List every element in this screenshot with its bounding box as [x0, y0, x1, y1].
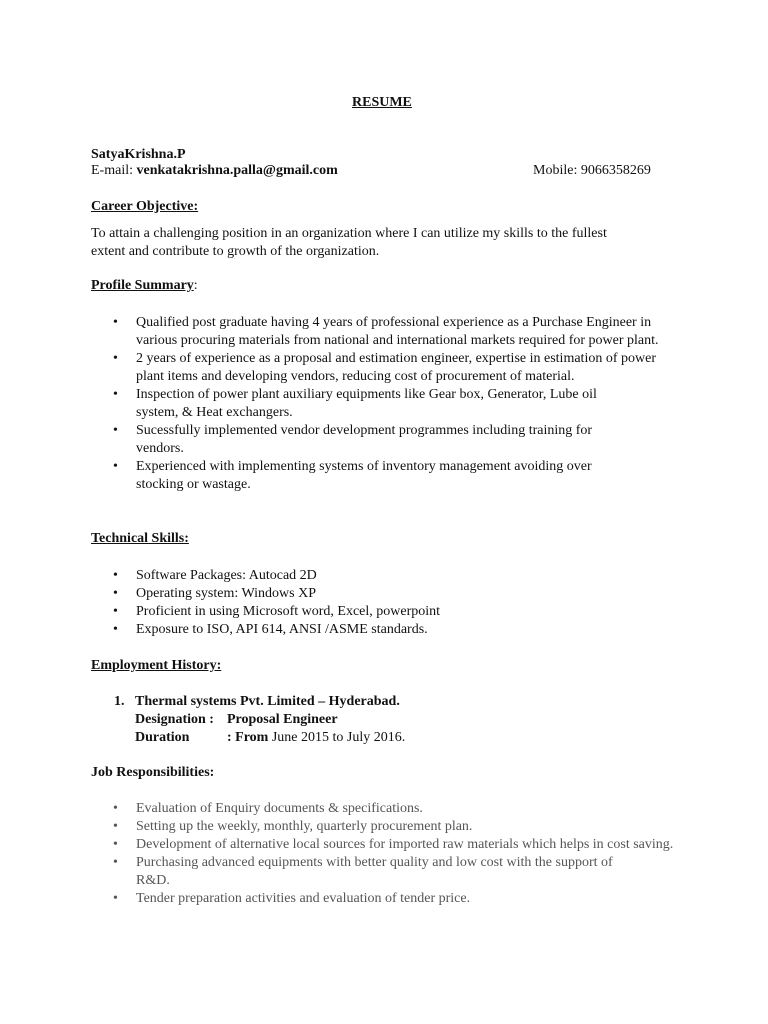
- email-label: E-mail:: [91, 163, 133, 178]
- technical-skills-heading: Technical Skills:: [91, 531, 189, 546]
- duration-row: [114, 729, 405, 747]
- designation-row: [114, 711, 405, 729]
- company-name: Thermal systems Pvt. Limited – Hyderabad.: [135, 694, 400, 709]
- profile-summary-list: [91, 314, 681, 494]
- duration-label: Duration: [135, 730, 190, 745]
- duration-from-label: : From: [227, 730, 269, 745]
- list-item: • Development of alternative local sources for imported raw materials which helps in cost saving.: [91, 836, 681, 854]
- list-item: • 2 years of experience as a proposal and estimation engineer, expertise in estimation of power plant items and developing vendors, reducing cost of procurement of material.: [91, 350, 681, 386]
- career-objective-text: [91, 225, 661, 261]
- career-objective-heading: Career Objective:: [91, 199, 199, 214]
- list-item: • Qualified post graduate having 4 years of professional experience as a Purchase Engineer in various procuring materials from national and international markets required for power plant.: [91, 314, 681, 350]
- list-item: • Operating system: Windows XP: [91, 585, 681, 603]
- list-item: • Exposure to ISO, API 614, ANSI /ASME standards.: [91, 621, 681, 639]
- document-title: RESUME: [352, 95, 412, 110]
- list-item: • Tender preparation activities and evaluation of tender price.: [91, 890, 681, 908]
- job-responsibilities-heading: Job Responsibilities:: [91, 765, 215, 780]
- designation-value: Proposal Engineer: [227, 712, 338, 727]
- duration-value: June 2015 to July 2016.: [271, 730, 406, 745]
- entry-number: 1.: [114, 694, 125, 709]
- designation-label: Designation :: [135, 712, 214, 727]
- job-responsibilities-list: [91, 800, 681, 908]
- career-objective-line: To attain a challenging position in an organization where I can utilize my skills to the fullest: [91, 226, 607, 241]
- profile-summary-heading: Profile Summary:: [91, 278, 198, 293]
- employment-entry: [114, 693, 405, 747]
- candidate-name: SatyaKrishna.P: [91, 147, 186, 162]
- mobile-number: Mobile: 9066358269: [533, 163, 651, 178]
- technical-skills-list: [91, 567, 681, 639]
- email-line: [91, 163, 338, 179]
- employment-history-heading: Employment History:: [91, 658, 222, 673]
- list-item: • Purchasing advanced equipments with better quality and low cost with the support of R&D.: [91, 854, 681, 890]
- company-row: [114, 693, 405, 711]
- list-item: • Evaluation of Enquiry documents & specifications.: [91, 800, 681, 818]
- list-item: • Proficient in using Microsoft word, Excel, powerpoint: [91, 603, 681, 621]
- list-item: • Inspection of power plant auxiliary equipments like Gear box, Generator, Lube oil system, & Heat exchangers.: [91, 386, 681, 422]
- list-item: • Sucessfully implemented vendor development programmes including training for vendors.: [91, 422, 681, 458]
- list-item: • Software Packages: Autocad 2D: [91, 567, 681, 585]
- career-objective-line: extent and contribute to growth of the organization.: [91, 244, 380, 259]
- list-item: • Experienced with implementing systems of inventory management avoiding over stocking or wastage.: [91, 458, 681, 494]
- list-item: • Setting up the weekly, monthly, quarterly procurement plan.: [91, 818, 681, 836]
- email-address: venkatakrishna.palla@gmail.com: [136, 163, 338, 178]
